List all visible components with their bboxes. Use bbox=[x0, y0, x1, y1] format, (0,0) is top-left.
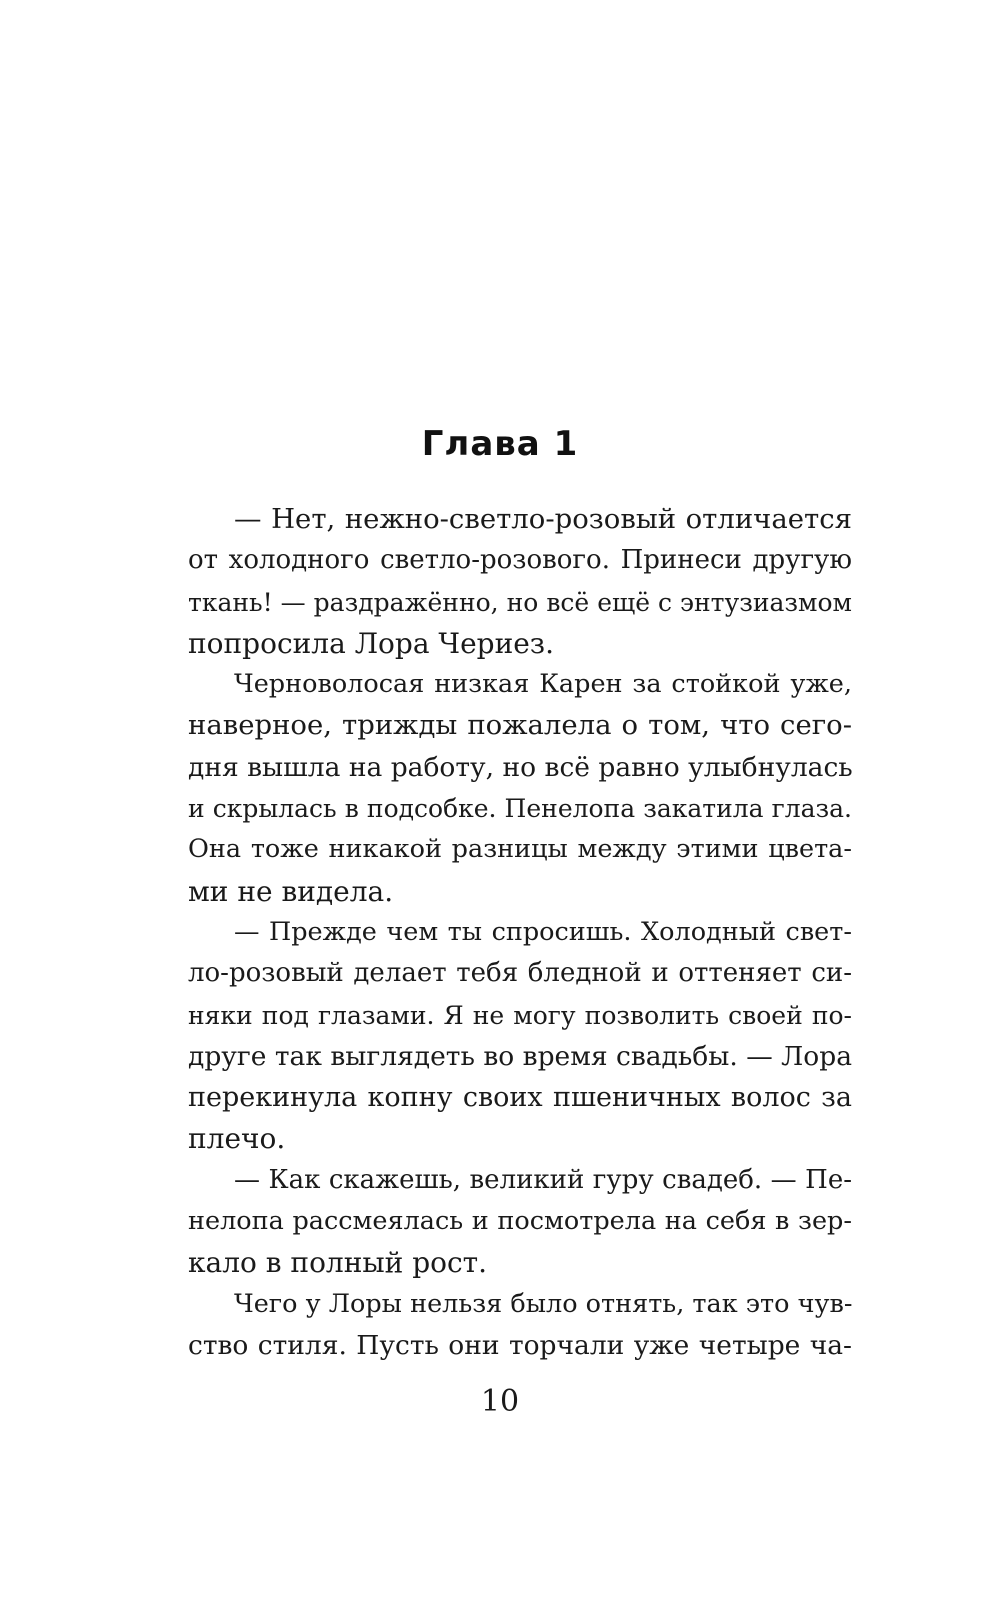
text-line: плечо. bbox=[188, 1122, 286, 1156]
text-line: дня вышла на работу, но всё равно улыбнулась bbox=[188, 751, 853, 783]
text-line: наверное, трижды пожалела о том, что сего- bbox=[188, 709, 852, 742]
text-line: — Прежде чем ты спросишь. Холодный свет- bbox=[234, 916, 852, 947]
text-line: ткань! — раздражённо, но всё ещё с энтузиазмом bbox=[188, 587, 852, 617]
text-line: нелопа рассмеялась и посмотрела на себя в зер- bbox=[188, 1206, 852, 1237]
text-line: от холодного светло-розового. Принеси другую bbox=[188, 545, 852, 576]
text-line: — Нет, нежно-светло-розовый отличается bbox=[234, 503, 852, 535]
text-line: и скрылась в подсобке. Пенелопа закатила глаза. bbox=[188, 794, 852, 824]
text-line: Черноволосая низкая Карен за стойкой уже, bbox=[234, 669, 852, 700]
text-line: попросила Лора Чериез. bbox=[188, 626, 554, 660]
page-number: 10 bbox=[480, 1384, 520, 1419]
chapter-title: Глава 1 bbox=[421, 424, 579, 464]
body-text bbox=[188, 499, 852, 1366]
text-line: ми не видела. bbox=[188, 874, 394, 908]
text-line: кало в полный рост. bbox=[188, 1246, 488, 1280]
text-line: ство стиля. Пусть они торчали уже четыре ча- bbox=[188, 1329, 852, 1361]
text-line: — Как скажешь, великий гуру свадеб. — Пе- bbox=[234, 1164, 852, 1195]
text-line: перекинула копну своих пшеничных волос за bbox=[188, 1082, 852, 1114]
text-line: друге так выглядеть во время свадьбы. — Лора bbox=[188, 1040, 852, 1072]
text-line: Чего у Лоры нельзя было отнять, так это чув- bbox=[234, 1288, 853, 1319]
text-line: ло-розовый делает тебя бледной и оттеняет си- bbox=[188, 958, 852, 989]
text-line: няки под глазами. Я не могу позволить своей по- bbox=[188, 1000, 852, 1030]
text-line: Она тоже никакой разницы между этими цвета- bbox=[188, 834, 852, 865]
